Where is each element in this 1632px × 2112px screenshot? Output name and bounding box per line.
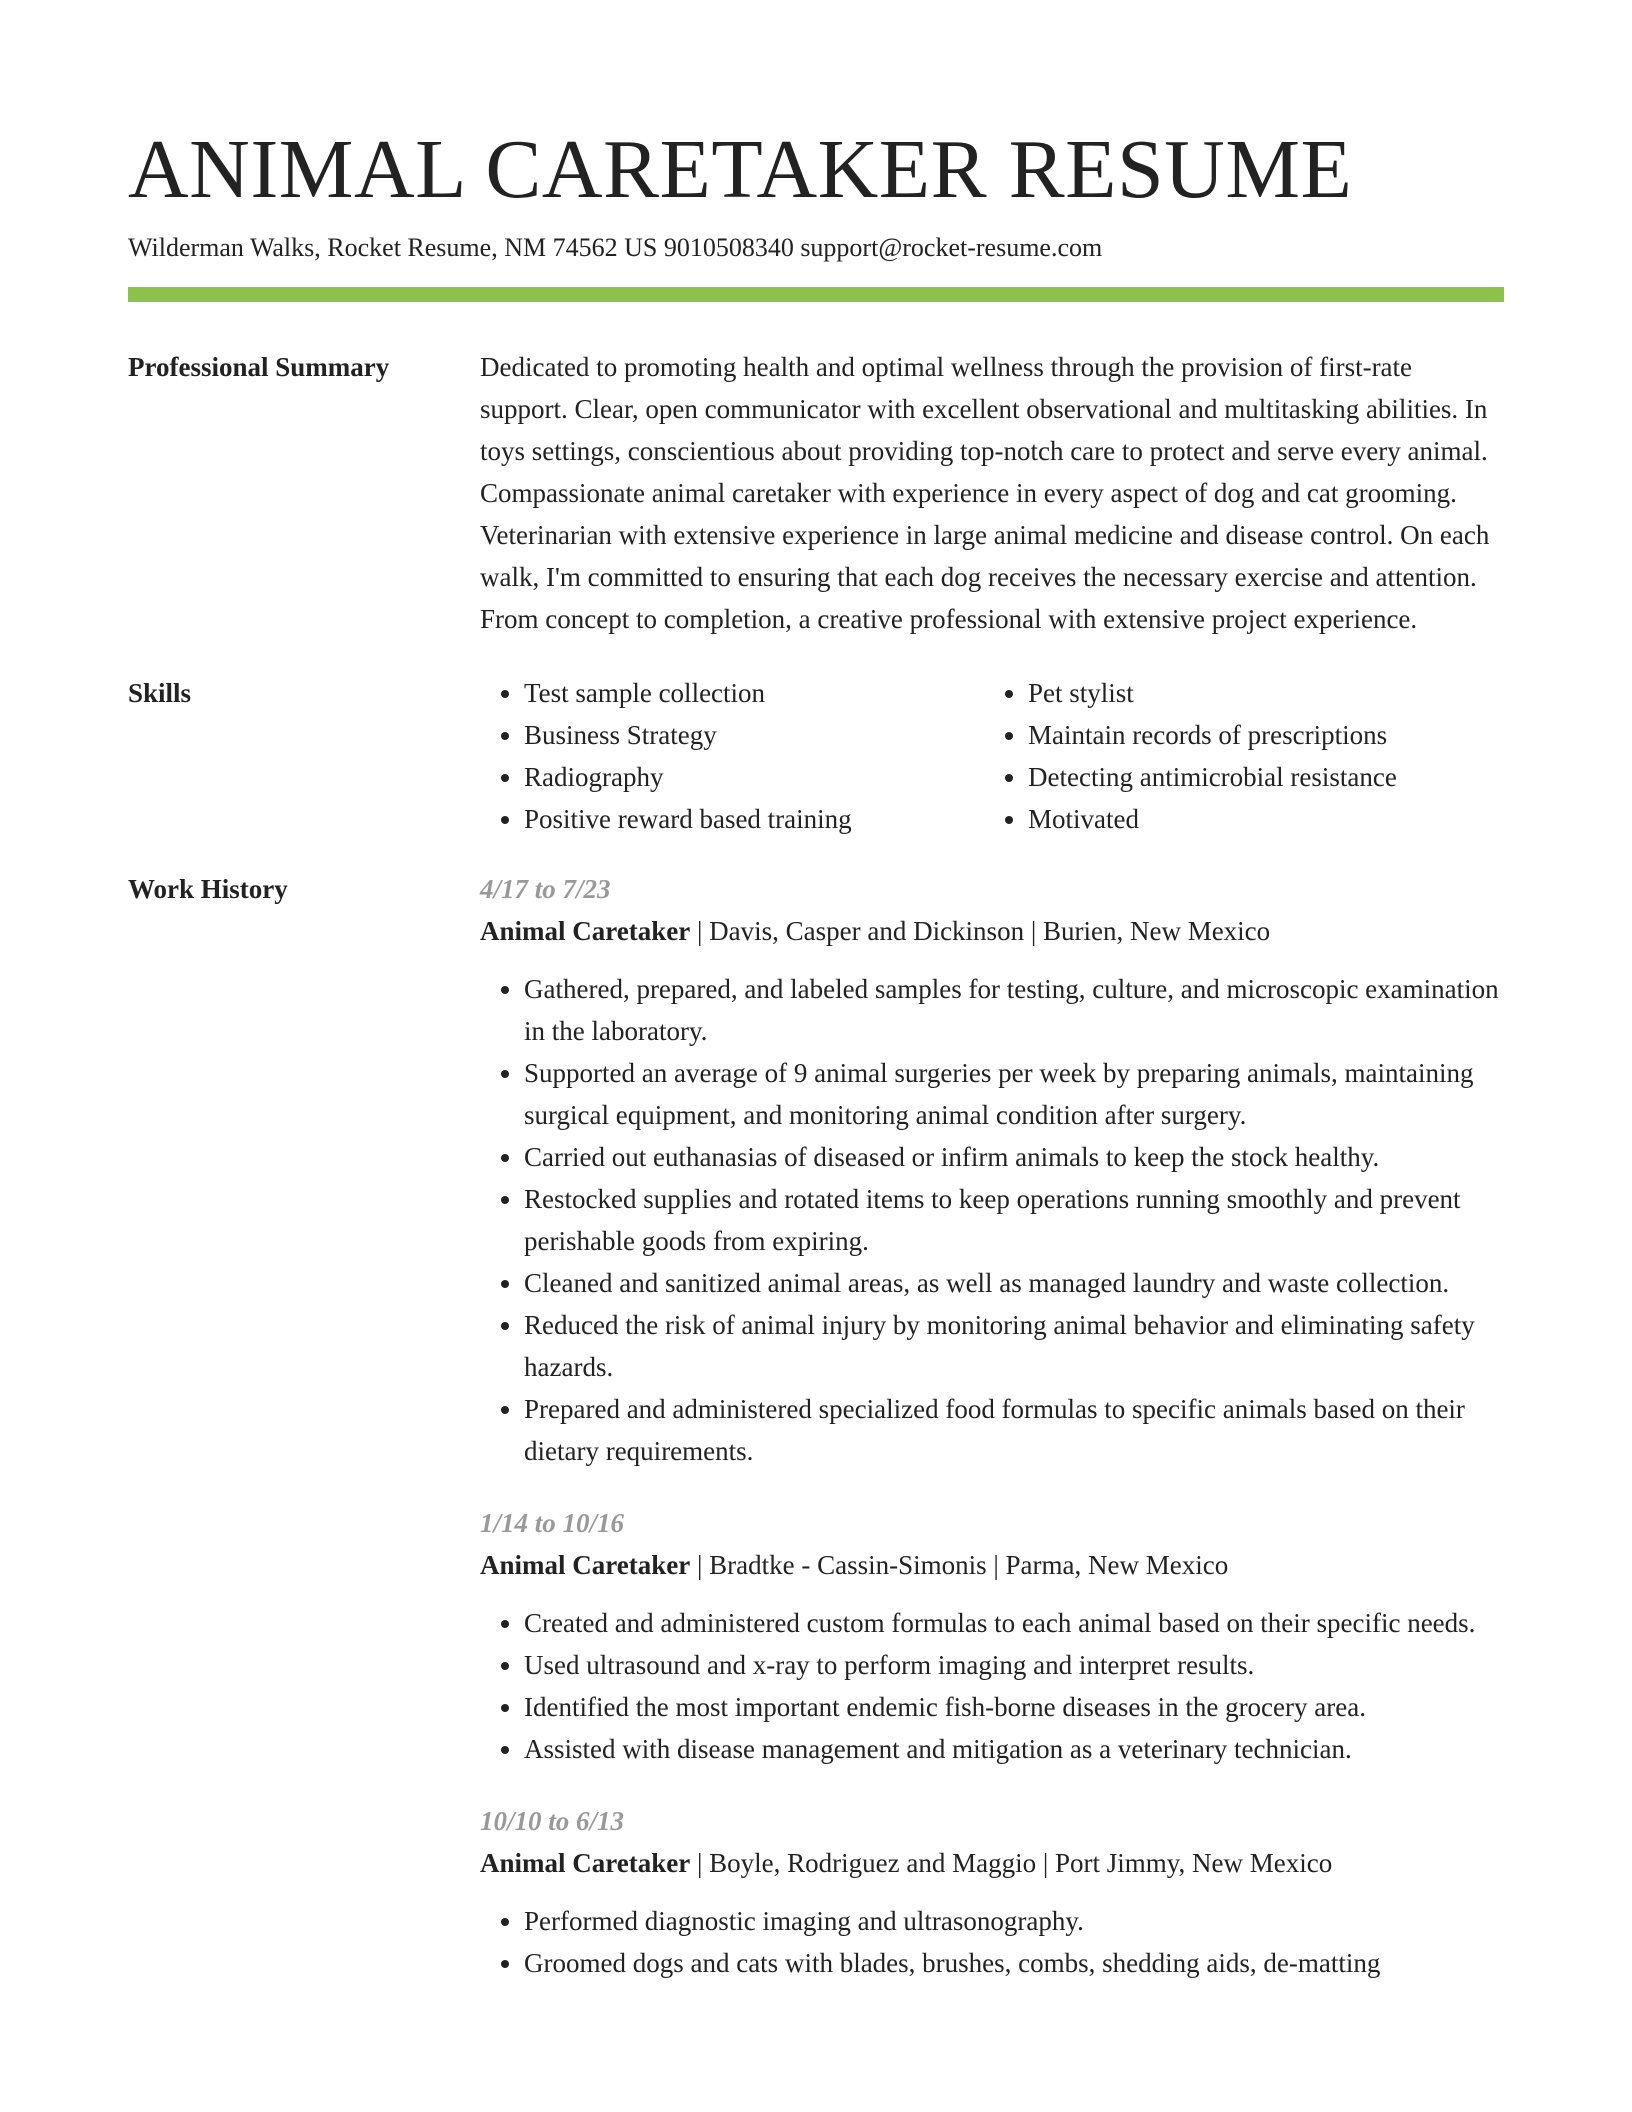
job-entry <box>480 868 1504 1472</box>
job-title: Animal Caretaker <box>480 916 691 946</box>
resume-page <box>128 118 1504 2014</box>
summary-section <box>128 346 1504 640</box>
section-title-work-history: Work History <box>128 874 288 904</box>
job-bullet: • Cleaned and sanitized animal areas, as well as managed laundry and waste collection. <box>524 1262 1504 1304</box>
job-employer-location: | Bradtke - Cassin-Simonis | Parma, New Mexico <box>690 1550 1229 1580</box>
job-dates: 4/17 to 7/23 <box>480 874 611 904</box>
job-dates: 1/14 to 10/16 <box>480 1508 625 1538</box>
skill-item: • Detecting antimicrobial resistance <box>1028 756 1397 798</box>
skill-item: • Radiography <box>524 756 984 798</box>
skill-item: • Test sample collection <box>524 672 984 714</box>
skill-item: • Maintain records of prescriptions <box>1028 714 1397 756</box>
job-bullet: • Groomed dogs and cats with blades, brushes, combs, shedding aids, de-matting <box>524 1942 1504 1984</box>
work-history-section <box>128 868 1504 2014</box>
job-bullet: • Identified the most important endemic fish-borne diseases in the grocery area. <box>524 1686 1504 1728</box>
job-bullets <box>480 968 1504 1472</box>
job-title: Animal Caretaker <box>480 1550 691 1580</box>
skills-column-right <box>984 672 1397 840</box>
skills-grid <box>480 672 1504 840</box>
section-title-skills: Skills <box>128 678 192 708</box>
skills-section <box>128 672 1504 840</box>
job-dates: 10/10 to 6/13 <box>480 1806 625 1836</box>
summary-text: Dedicated to promoting health and optimal wellness through the provision of first-rate support. Clear, open communicator with excellent observational and multitasking abilities. In toys settings, conscientious about providing top-notch care to protect and serve every animal. Compassionate animal caretaker with experience in every aspect of dog and cat grooming. Veterinarian with extensive experience in large animal medicine and disease control. On each walk, I'm committed to ensuring that each dog receives the necessary exercise and attention. From concept to completion, a creative professional with extensive project experience. <box>480 352 1490 634</box>
skills-column-left <box>480 672 984 840</box>
job-bullets <box>480 1900 1504 1984</box>
job-bullet: • Restocked supplies and rotated items to keep operations running smoothly and prevent perishable goods from expiring. <box>524 1178 1504 1262</box>
skill-item: • Motivated <box>1028 798 1397 840</box>
job-bullet: • Created and administered custom formulas to each animal based on their specific needs. <box>524 1602 1504 1644</box>
header-divider <box>128 287 1504 302</box>
job-bullet: • Used ultrasound and x-ray to perform imaging and interpret results. <box>524 1644 1504 1686</box>
job-bullet: • Prepared and administered specialized food formulas to specific animals based on their dietary requirements. <box>524 1388 1504 1472</box>
skill-item: • Positive reward based training <box>524 798 984 840</box>
work-history-body <box>480 868 1504 2014</box>
job-employer-location: | Boyle, Rodriguez and Maggio | Port Jimmy, New Mexico <box>690 1848 1333 1878</box>
job-bullet: • Reduced the risk of animal injury by monitoring animal behavior and eliminating safety hazards. <box>524 1304 1504 1388</box>
job-employer-location: | Davis, Casper and Dickinson | Burien, New Mexico <box>690 916 1271 946</box>
job-heading <box>480 910 1504 952</box>
job-bullet: • Carried out euthanasias of diseased or infirm animals to keep the stock healthy. <box>524 1136 1504 1178</box>
job-title: Animal Caretaker <box>480 1848 691 1878</box>
skills-body <box>480 672 1504 840</box>
contact-line: Wilderman Walks, Rocket Resume, NM 74562 US 9010508340 support@rocket-resume.com <box>128 233 1103 262</box>
job-bullets <box>480 1602 1504 1770</box>
job-entry <box>480 1502 1504 1770</box>
job-bullet: • Gathered, prepared, and labeled samples for testing, culture, and microscopic examination in the laboratory. <box>524 968 1504 1052</box>
job-heading <box>480 1842 1504 1884</box>
job-bullet: • Supported an average of 9 animal surgeries per week by preparing animals, maintaining surgical equipment, and monitoring animal condition after surgery. <box>524 1052 1504 1136</box>
job-entry <box>480 1800 1504 1984</box>
job-bullet: • Performed diagnostic imaging and ultrasonography. <box>524 1900 1504 1942</box>
job-bullet: • Assisted with disease management and mitigation as a veterinary technician. <box>524 1728 1504 1770</box>
summary-body <box>480 346 1504 640</box>
skill-item: • Business Strategy <box>524 714 984 756</box>
job-heading <box>480 1544 1504 1586</box>
skill-item: • Pet stylist <box>1028 672 1397 714</box>
section-title-summary: Professional Summary <box>128 352 390 382</box>
resume-title: ANIMAL CARETAKER RESUME <box>128 123 1353 216</box>
